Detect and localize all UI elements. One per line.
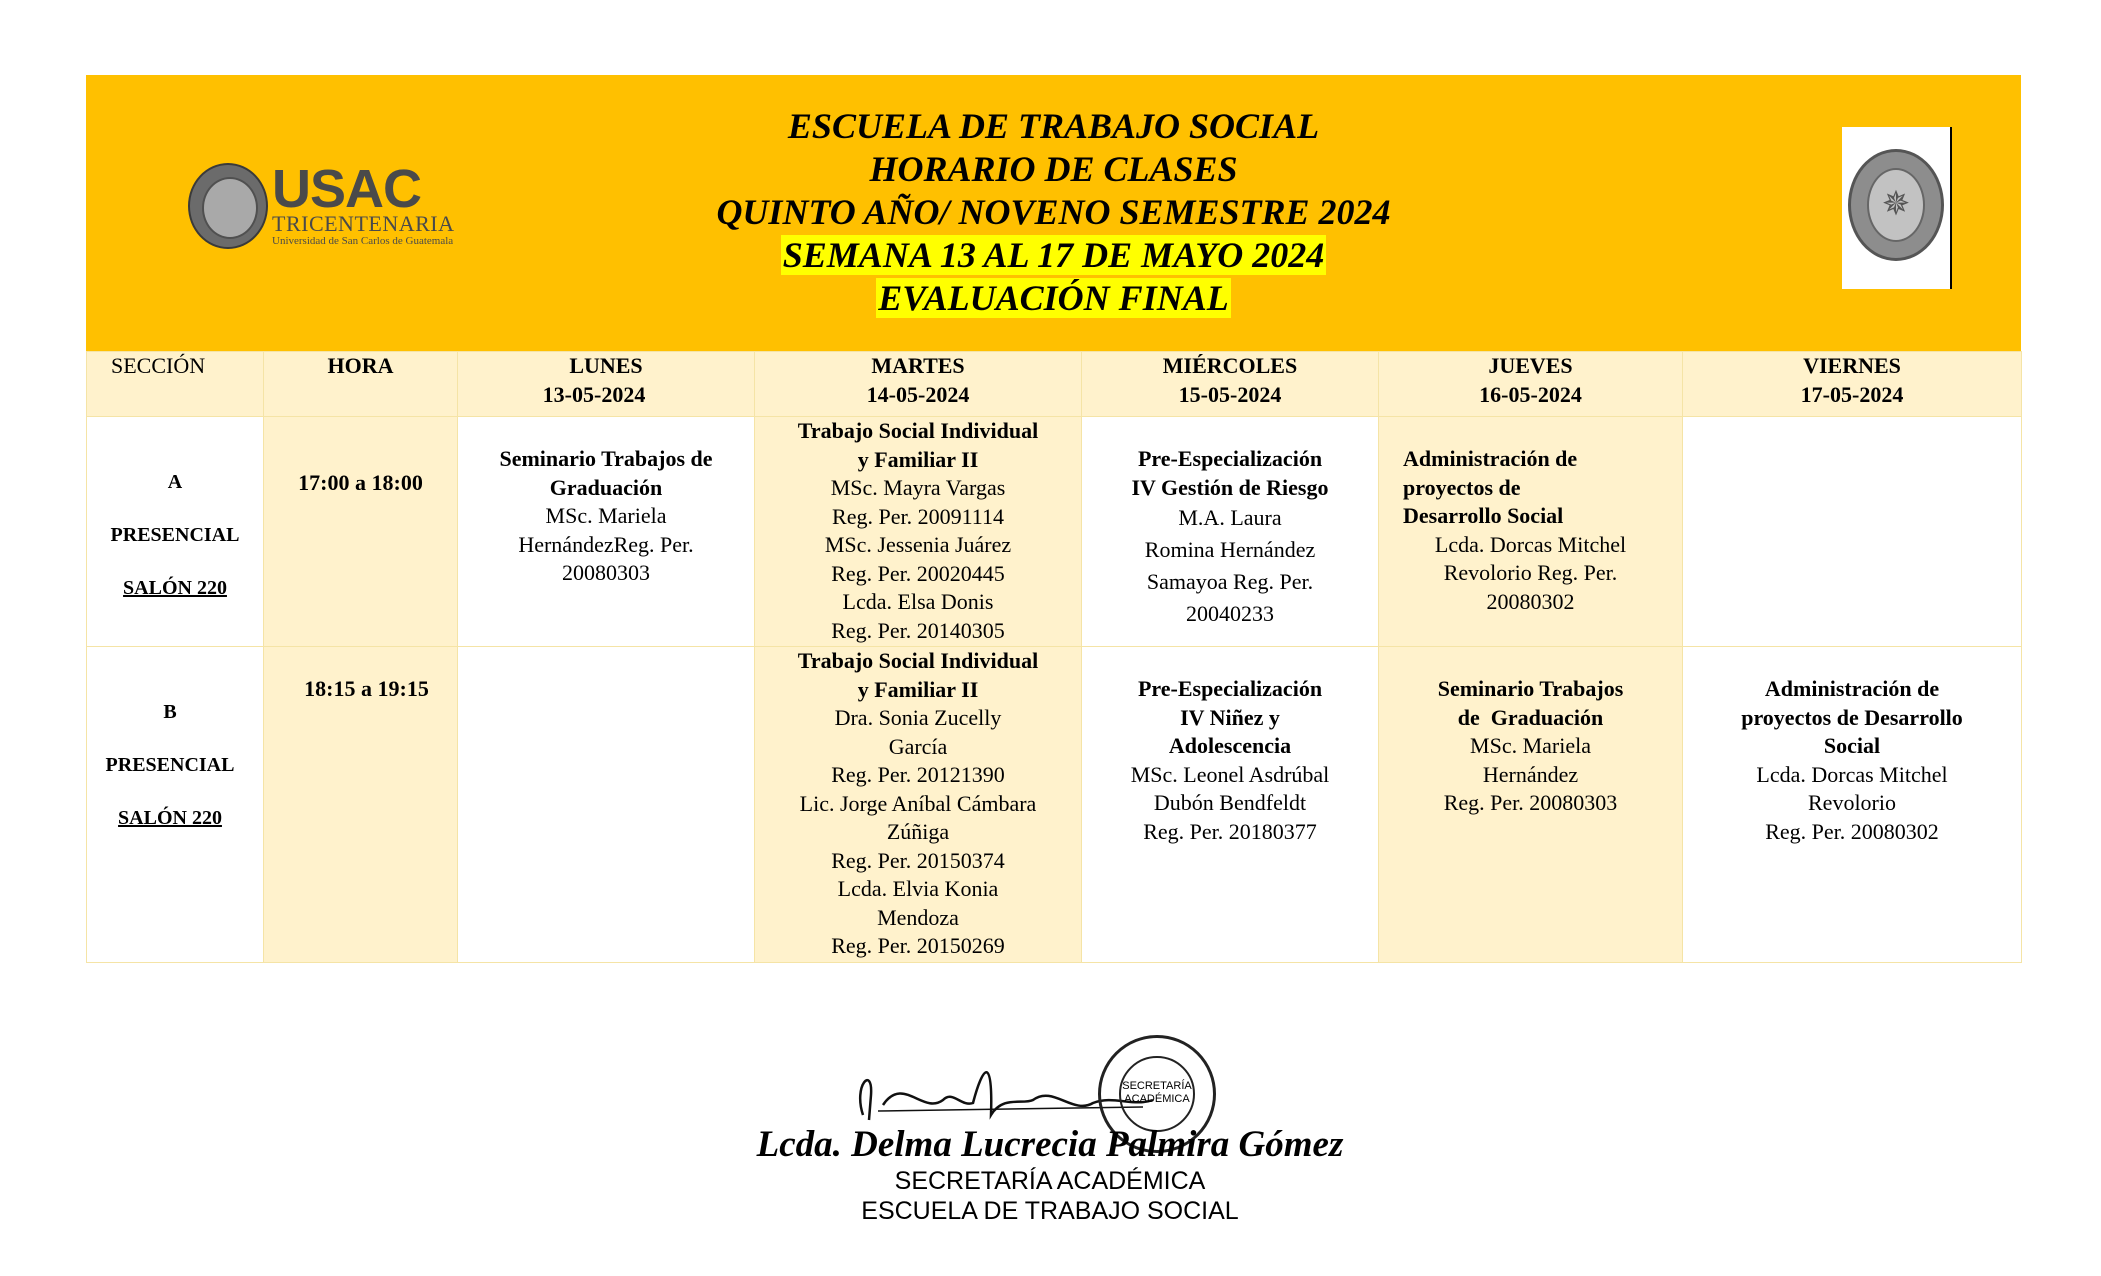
header-titles <box>86 105 2021 320</box>
hour-cell: 17:00 a 18:00 <box>264 417 458 647</box>
col-header-martes: MARTES 14-05-2024 <box>755 352 1082 417</box>
evaluation-title: EVALUACIÓN FINAL <box>878 278 1229 318</box>
jueves-cell: Seminario Trabajos de Graduación MSc. Mariela Hernández Reg. Per. 20080303 <box>1379 647 1683 963</box>
school-seal-logo <box>1842 127 1952 289</box>
week-title: SEMANA 13 AL 17 DE MAYO 2024 <box>782 235 1325 275</box>
lunes-cell <box>458 647 755 963</box>
signatory-title: SECRETARÍA ACADÉMICA <box>894 1167 1206 1195</box>
col-header-seccion: SECCIÓN <box>87 352 264 417</box>
signatory-school: ESCUELA DE TRABAJO SOCIAL <box>861 1197 1239 1225</box>
miercoles-cell: Pre-Especialización IV Gestión de Riesgo M.A. Laura Romina Hernández Samayoa Reg. Per. 20040233 <box>1082 417 1379 647</box>
martes-cell: Trabajo Social Individual y Familiar II Dra. Sonia Zucelly García Reg. Per. 20121390 Lic. Jorge Aníbal Cámbara Zúñiga Reg. Per. 20150374 Lcda. Elvia Konia Mendoza Reg. Per. 20150269 <box>755 647 1082 963</box>
lunes-cell: Seminario Trabajos de Graduación MSc. Mariela HernándezReg. Per. 20080303 <box>458 417 755 647</box>
col-header-miercoles: MIÉRCOLES 15-05-2024 <box>1082 352 1379 417</box>
secretaria-stamp: SECRETARÍA ACADÉMICA <box>1098 1035 1216 1153</box>
hour-cell: 18:15 a 19:15 <box>264 647 458 963</box>
col-header-viernes: VIERNES 17-05-2024 <box>1683 352 2022 417</box>
usac-logo-subtitle: TRICENTENARIA <box>272 211 455 236</box>
martes-cell: Trabajo Social Individual y Familiar II MSc. Mayra Vargas Reg. Per. 20091114 MSc. Jessenia Juárez Reg. Per. 20020445 Lcda. Elsa Donis Reg. Per. 20140305 <box>755 417 1082 647</box>
viernes-cell: Administración de proyectos de Desarrollo Social Lcda. Dorcas Mitchel Revolorio Reg. Per. 20080302 <box>1683 647 2022 963</box>
viernes-cell <box>1683 417 2022 647</box>
header-banner <box>86 75 2021 351</box>
section-cell: A PRESENCIAL SALÓN 220 <box>87 417 264 647</box>
table-row <box>87 647 2022 963</box>
miercoles-cell: Pre-Especialización IV Niñez y Adolescencia MSc. Leonel Asdrúbal Dubón Bendfeldt Reg. Per. 20180377 <box>1082 647 1379 963</box>
usac-logo-university: Universidad de San Carlos de Guatemala <box>272 235 454 247</box>
star-seal-icon: ✵ <box>1867 168 1925 242</box>
col-header-hora: HORA <box>264 352 458 417</box>
signatory-name: Lcda. Delma Lucrecia Palmira Gómez <box>756 1124 1344 1165</box>
schedule-table <box>86 351 2022 963</box>
semester-title: QUINTO AÑO/ NOVENO SEMESTRE 2024 <box>716 192 1391 232</box>
table-header-row <box>87 352 2022 417</box>
school-title: ESCUELA DE TRABAJO SOCIAL <box>787 106 1320 146</box>
col-header-lunes: LUNES 13-05-2024 <box>458 352 755 417</box>
col-header-jueves: JUEVES 16-05-2024 <box>1379 352 1683 417</box>
jueves-cell: Administración de proyectos de Desarrollo Social Lcda. Dorcas Mitchel Revolorio Reg. Per. 20080302 <box>1379 417 1683 647</box>
usac-logo-word: USAC <box>272 159 422 219</box>
schedule-title: HORARIO DE CLASES <box>869 149 1238 189</box>
section-cell: B PRESENCIAL SALÓN 220 <box>87 647 264 963</box>
table-row <box>87 417 2022 647</box>
schedule-sheet <box>86 75 2021 963</box>
